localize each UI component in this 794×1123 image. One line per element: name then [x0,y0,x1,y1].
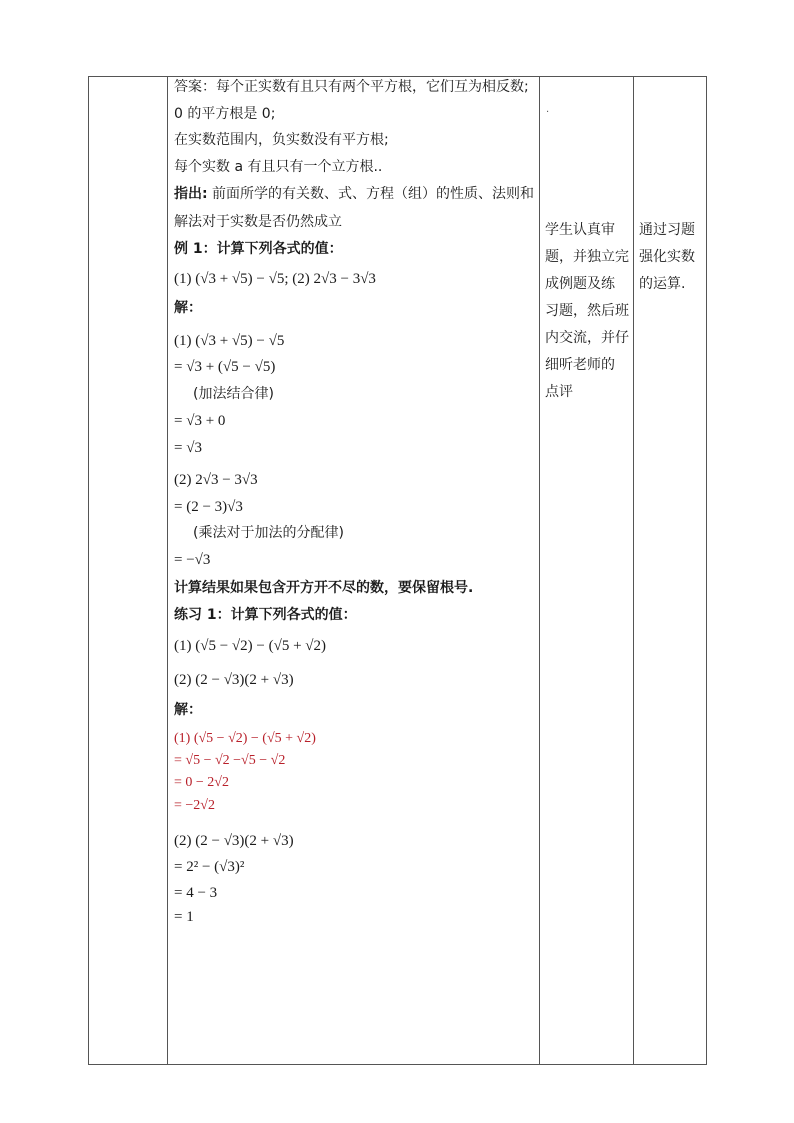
design-intent-line: 通过习题 [639,222,695,238]
student-activity-line: 习题，然后班 [545,303,629,319]
student-activity-line: 学生认真审 [545,222,615,238]
table-left-border [88,76,89,1065]
example-question: (1) (√3 + √5) − √5; (2) 2√3 − 3√3 [174,271,376,287]
student-activity-cell [545,217,631,406]
answer-line-4: 每个实数 a 有且只有一个立方根.. [174,159,383,175]
practice-solution-2-step-2: = 2² − (√3)² [174,859,245,875]
solution-1-step-3: = √3 + 0 [174,413,226,429]
practice-solution-1-step-4: = −2√2 [174,798,215,813]
answer-line-2: 0 的平方根是 0; [174,106,276,122]
table-bottom-border [88,1064,707,1065]
solution-1-step-4: = √3 [174,440,202,456]
note-text-1: 前面所学的有关数、式、方程（组）的性质、法则和 [207,186,535,202]
student-activity-line: 成例题及练 [545,276,615,292]
practice-solution-1-step-1: (1) (√5 − √2) − (√5 + √2) [174,731,316,746]
practice-solution-1-step-2: = √5 − √2 −√5 − √2 [174,753,286,768]
design-intent-cell [639,217,705,298]
col-divider-3 [633,76,634,1065]
solution-1-reason: (加法结合律) [193,386,274,402]
practice-question-2: (2) (2 − √3)(2 + √3) [174,672,294,688]
practice-label: 练习 1：计算下列各式的值： [174,607,357,623]
col-divider-1 [167,76,168,1065]
practice-solution-2-step-4: = 1 [174,909,194,925]
solution-2-step-2: = (2 − 3)√3 [174,499,243,515]
example-label: 例 1：计算下列各式的值： [174,241,343,257]
practice-solution-2-step-3: = 4 − 3 [174,885,218,901]
answer-line-3: 在实数范围内，负实数没有平方根; [174,132,389,148]
table-top-border [88,76,707,77]
solution-1-step-2: = √3 + (√5 − √5) [174,359,276,375]
design-intent-line: 的运算. [639,276,686,292]
student-activity-line: 点评 [545,384,573,400]
practice-question-1: (1) (√5 − √2) − (√5 + √2) [174,638,327,654]
practice-solution-label: 解： [174,702,202,718]
table-right-border [706,76,707,1065]
note-label: 指出: [174,186,208,202]
answer-line-1: 答案：每个正实数有且只有两个平方根，它们互为相反数; [174,79,529,95]
design-intent-line: 强化实数 [639,249,695,265]
stray-dot: . [546,104,550,115]
solution-2-step-1: (2) 2√3 − 3√3 [174,472,258,488]
note-line-1 [174,185,534,203]
solution-label: 解： [174,300,202,316]
solution-2-reason: (乘法对于加法的分配律) [193,525,344,541]
student-activity-line: 题，并独立完 [545,249,629,265]
student-activity-line: 细听老师的 [545,357,615,373]
student-activity-line: 内交流，并仔 [545,330,629,346]
solution-1-step-1: (1) (√3 + √5) − √5 [174,333,285,349]
practice-solution-2-step-1: (2) (2 − √3)(2 + √3) [174,833,294,849]
col-divider-2 [539,76,540,1065]
solution-2-step-3: = −√3 [174,552,211,568]
rule-text: 计算结果如果包含开方开不尽的数，要保留根号. [174,580,474,596]
practice-solution-1-step-3: = 0 − 2√2 [174,775,229,790]
note-line-2: 解法对于实数是否仍然成立 [174,214,342,230]
